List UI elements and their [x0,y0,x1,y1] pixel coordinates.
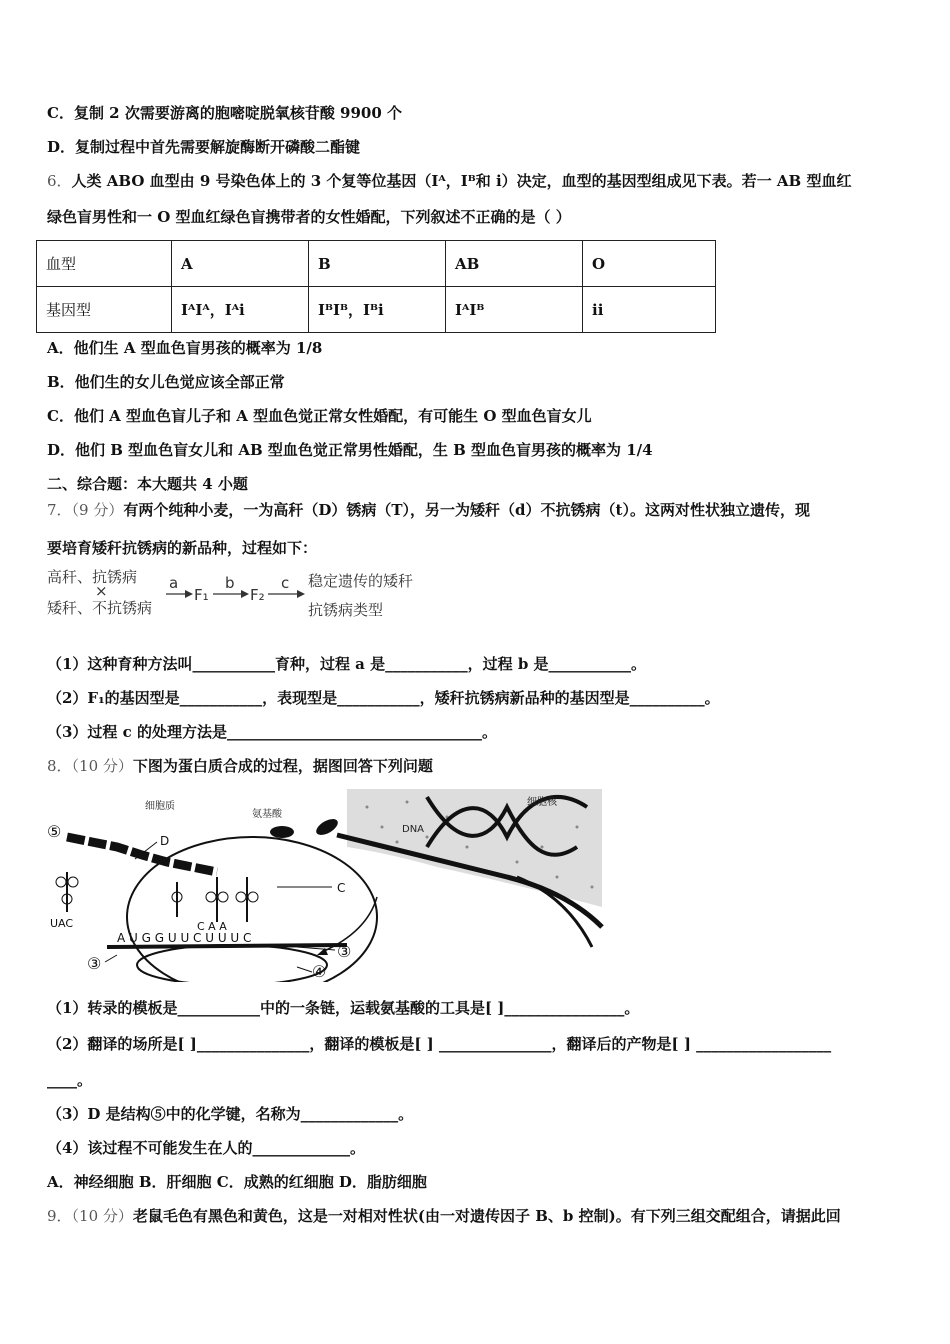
dna-label: DNA [402,824,425,835]
option-c-q5: C．复制 2 次需要游离的胞嘧啶脱氧核苷酸 9900 个 [47,104,403,122]
question-6-line1 [47,171,851,191]
option-b-q6: B．他们生的女儿色觉应该全部正常 [47,373,285,391]
circle-4-label: ④ [312,962,327,981]
question-score: （9 分） [71,501,124,519]
protein-synthesis-figure [47,787,607,982]
question-score: （10 分） [71,757,133,775]
step-b-label: b [225,574,235,592]
step-c-label: c [281,574,290,592]
table-header-cell: 血型 [37,241,172,287]
label-d: D [160,834,170,848]
table-header-cell: B [309,241,446,287]
question-8-part2: （2）翻译的场所是[ ]_______________，翻译的模板是[ ] _______________，翻译后的产物是[ ] __________________ [47,1035,832,1053]
table-cell: IᴬIᴮ [446,287,583,333]
mrna-sequence: A U G G U U C U U U C [117,931,252,945]
circle-5-label: ⑤ [47,822,62,841]
table-cell: ii [583,287,716,333]
question-6-line2: 绿色盲男性和一 O 型血红绿色盲携带者的女性婚配，下列叙述不正确的是（ ） [47,208,571,226]
question-text: 有两个纯种小麦，一为高秆（D）锈病（T），另一为矮秆（d）不抗锈病（t）。这两对性状独立遗传，现 [123,501,810,519]
question-number: 9． [47,1207,72,1225]
question-number: 8． [47,757,72,775]
question-8-part1: （1）转录的模板是___________中的一条链，运载氨基酸的工具是[ ]________________。 [47,999,640,1017]
question-number: 6． [47,172,72,190]
circle-3a-label: ③ [87,954,102,973]
anticodon-2: C A A [197,920,227,933]
figure-drawing [47,787,607,982]
anticodon-1: UAC [50,917,74,930]
table-header-cell: O [583,241,716,287]
question-7-line2: 要培育矮秆抗锈病的新品种，过程如下： [47,539,318,557]
question-7-line1 [47,500,810,520]
circle-3b-label: ③ [337,942,352,961]
table-cell: IᴬIᴬ，Iᴬi [172,287,309,333]
question-8-part2-cont: ____。 [47,1071,93,1089]
label-c: C [337,881,346,895]
question-text: 下图为蛋白质合成的过程，据图回答下列问题 [132,757,433,775]
amino-acid-label: 氨基酸 [252,809,282,820]
nucleus-label: 细胞核 [527,797,557,808]
table-header-cell: AB [446,241,583,287]
table-row [37,287,716,333]
cytoplasm-label: 细胞质 [145,801,175,812]
table-header-cell: A [172,241,309,287]
question-8-options: A．神经细胞 B．肝细胞 C．成熟的红细胞 D．脂肪细胞 [47,1173,427,1191]
question-8-line [47,756,433,776]
option-a-q6: A．他们生 A 型血色盲男孩的概率为 1/8 [47,339,323,357]
question-number: 7． [47,501,72,519]
question-9-line [47,1206,841,1226]
result-line-2: 抗锈病类型 [308,601,384,619]
option-c-q6: C．他们 A 型血色盲儿子和 A 型血色觉正常女性婚配，有可能生 O 型血色盲女儿 [47,407,592,425]
table-cell: IᴮIᴮ，Iᴮi [309,287,446,333]
cross-symbol: × [95,582,108,600]
question-7-part3: （3）过程 c 的处理方法是__________________________________。 [47,723,498,741]
table-row-label: 基因型 [37,287,172,333]
question-7-part2: （2）F₁的基因型是___________，表现型是___________，矮秆抗锈病新品种的基因型是__________。 [47,689,720,707]
result-line-1: 稳定遗传的矮秆 [308,572,414,590]
f2-label: F₂ [250,586,265,604]
blood-type-table [36,240,716,333]
f1-label: F₁ [194,586,209,604]
table-row [37,241,716,287]
question-7-part1: （1）这种育种方法叫___________育种，过程 a 是___________，过程 b 是___________。 [47,655,647,673]
question-text: 老鼠毛色有黑色和黄色，这是一对相对性状(由一对遗传因子 B、b 控制)。有下列三组交配组合，请据此回 [132,1207,841,1225]
question-8-part4: （4）该过程不可能发生在人的_____________。 [47,1139,365,1157]
parent-1: 高秆、抗锈病 [47,568,138,586]
option-d-q6: D．他们 B 型血色盲女儿和 AB 型血色觉正常男性婚配，生 B 型血色盲男孩的概率为 1/4 [47,441,653,459]
parent-2: 矮秆、不抗锈病 [47,599,153,617]
step-a-label: a [169,574,179,592]
question-text: 人类 ABO 血型由 9 号染色体上的 3 个复等位基因（Iᴬ，Iᴮ和 i）决定，血型的基因型组成见下表。若一 AB 型血红 [71,172,852,190]
question-8-part3: （3）D 是结构⑤中的化学键，名称为_____________。 [47,1105,414,1123]
breeding-scheme [47,566,447,624]
question-score: （10 分） [71,1207,133,1225]
option-d-q5: D．复制过程中首先需要解旋酶断开磷酸二酯键 [47,138,361,156]
section-heading: 二、综合题：本大题共 4 小题 [47,475,248,493]
